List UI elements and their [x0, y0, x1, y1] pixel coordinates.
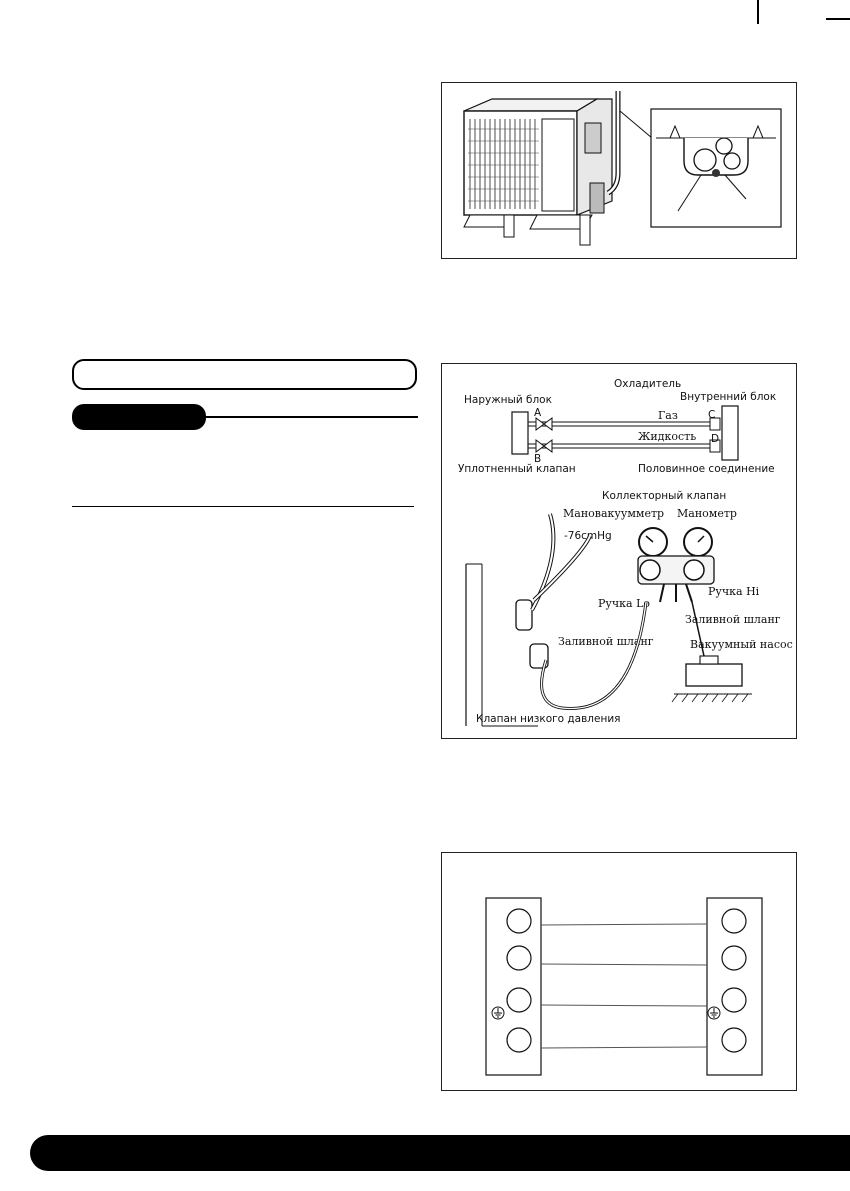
crop-mark [826, 18, 850, 20]
section-header-bar [72, 359, 417, 390]
vacuum-diagram [442, 364, 796, 738]
wiring-diagram [442, 853, 796, 1090]
figure-wiring [441, 852, 797, 1091]
label-refrigerant: Охладитель [614, 378, 682, 390]
label-sealed-valve: Уплотненный клапан [458, 463, 576, 475]
terminal-left-4 [507, 1028, 531, 1052]
label-point-c: C [708, 409, 716, 421]
label-valve-b: B [534, 453, 542, 465]
terminal-left-2 [507, 946, 531, 970]
label-indoor-unit: Внутренний блок [680, 391, 777, 403]
label-handle-lo: Ручка Lo [598, 597, 651, 610]
ground-icon [708, 1007, 720, 1019]
label-outdoor-unit: Наружный блок [464, 394, 552, 406]
label-charge-hose-right: Заливной шланг [685, 613, 781, 626]
outdoor-unit-illustration [442, 83, 796, 258]
terminal-right-3 [722, 988, 746, 1012]
label-low-pressure-valve: Клапан низкого давления [476, 713, 621, 725]
label-compound-gauge: Мановакуумметр [563, 507, 665, 520]
terminal-left-3 [507, 988, 531, 1012]
handle-lo-knob [640, 560, 660, 580]
handle-hi-knob [684, 560, 704, 580]
service-valve [516, 600, 532, 630]
label-handle-hi: Ручка Hi [708, 585, 760, 598]
label-vacuum-reading: -76cmHg [564, 530, 612, 542]
outdoor-unit-block [512, 412, 528, 454]
label-pressure-gauge: Манометр [677, 507, 737, 520]
subsection-rule [206, 416, 418, 418]
terminal-right-2 [722, 946, 746, 970]
divider [72, 506, 414, 507]
label-manifold-valve: Коллекторный клапан [602, 490, 727, 502]
label-point-d: D [711, 433, 720, 445]
indoor-unit-block [722, 406, 738, 460]
figure-outdoor-unit [441, 82, 797, 259]
label-valve-a: A [534, 407, 542, 419]
label-vacuum-pump: Вакуумный насос [690, 638, 793, 651]
crop-mark [757, 0, 759, 24]
terminal-right-4 [722, 1028, 746, 1052]
label-charge-hose-left: Заливной шланг [558, 635, 654, 648]
terminal-right-1 [722, 909, 746, 933]
ground-icon [492, 1007, 504, 1019]
label-half-union: Половинное соединение [638, 463, 775, 475]
terminal-left-1 [507, 909, 531, 933]
vacuum-pump [686, 664, 742, 686]
label-gas: Газ [658, 409, 678, 422]
footer-bar [30, 1135, 850, 1171]
figure-vacuum-diagram [441, 363, 797, 739]
label-liquid: Жидкость [638, 430, 697, 443]
subsection-pill [72, 404, 206, 430]
